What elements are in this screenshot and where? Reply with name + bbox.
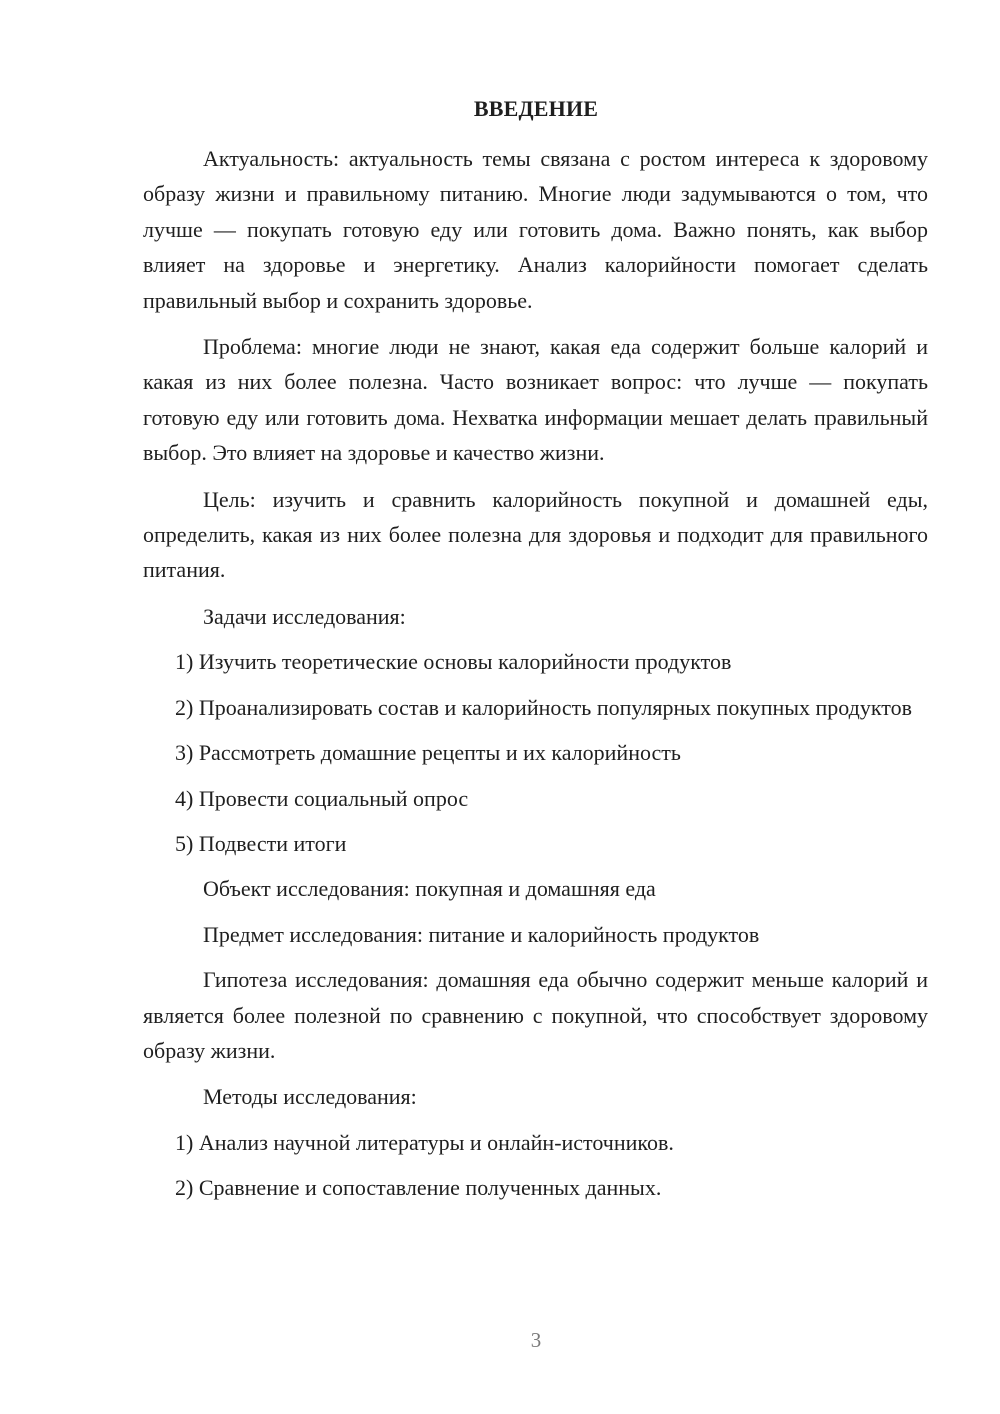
hypothesis-paragraph: Гипотеза исследования: домашняя еда обычно содержит меньше калорий и является более полезной по сравнению с покупной, что способствует здоровому образу жизни. — [143, 967, 928, 1063]
task-item: 3) Рассмотреть домашние рецепты и их калорийность — [175, 740, 681, 766]
method-item: 1) Анализ научной литературы и онлайн-источников. — [175, 1129, 674, 1155]
tasks-heading: Задачи исследования: — [203, 603, 406, 629]
section-title: ВВЕДЕНИЕ — [473, 96, 599, 121]
document-body — [143, 141, 928, 1216]
page-number: 3 — [530, 1328, 542, 1352]
relevance-paragraph: Актуальность: актуальность темы связана с ростом интереса к здоровому образу жизни и правильному питанию. Многие люди задумываются о том, что лучше — покупать готовую еду или готовить дома. Важно понять, как выбор влияет на здоровье и энергетику. Анализ калорийности помогает сделать правильный выбор и сохранить здоровье. — [143, 146, 928, 313]
task-item: 1) Изучить теоретические основы калорийности продуктов — [175, 649, 732, 675]
methods-heading: Методы исследования: — [203, 1084, 417, 1110]
goal-paragraph: Цель: изучить и сравнить калорийность покупной и домашней еды, определить, какая из них более полезна для здоровья и подходит для правильного питания. — [143, 486, 928, 583]
task-item: 5) Подвести итоги — [175, 830, 347, 856]
subject-line: Предмет исследования: питание и калорийность продуктов — [203, 921, 760, 947]
problem-paragraph: Проблема: многие люди не знают, какая еда содержит больше калорий и какая из них более полезна. Часто возникает вопрос: что лучше — покупать готовую еду или готовить дома. Нехватка информации мешает делать правильный выбор. Это влияет на здоровье и качество жизни. — [143, 334, 928, 466]
task-item: 4) Провести социальный опрос — [175, 785, 469, 811]
method-item: 2) Сравнение и сопоставление полученных данных. — [175, 1175, 662, 1201]
object-line: Объект исследования: покупная и домашняя еда — [203, 876, 656, 902]
task-item: 2) Проанализировать состав и калорийность популярных покупных продуктов — [175, 694, 912, 720]
